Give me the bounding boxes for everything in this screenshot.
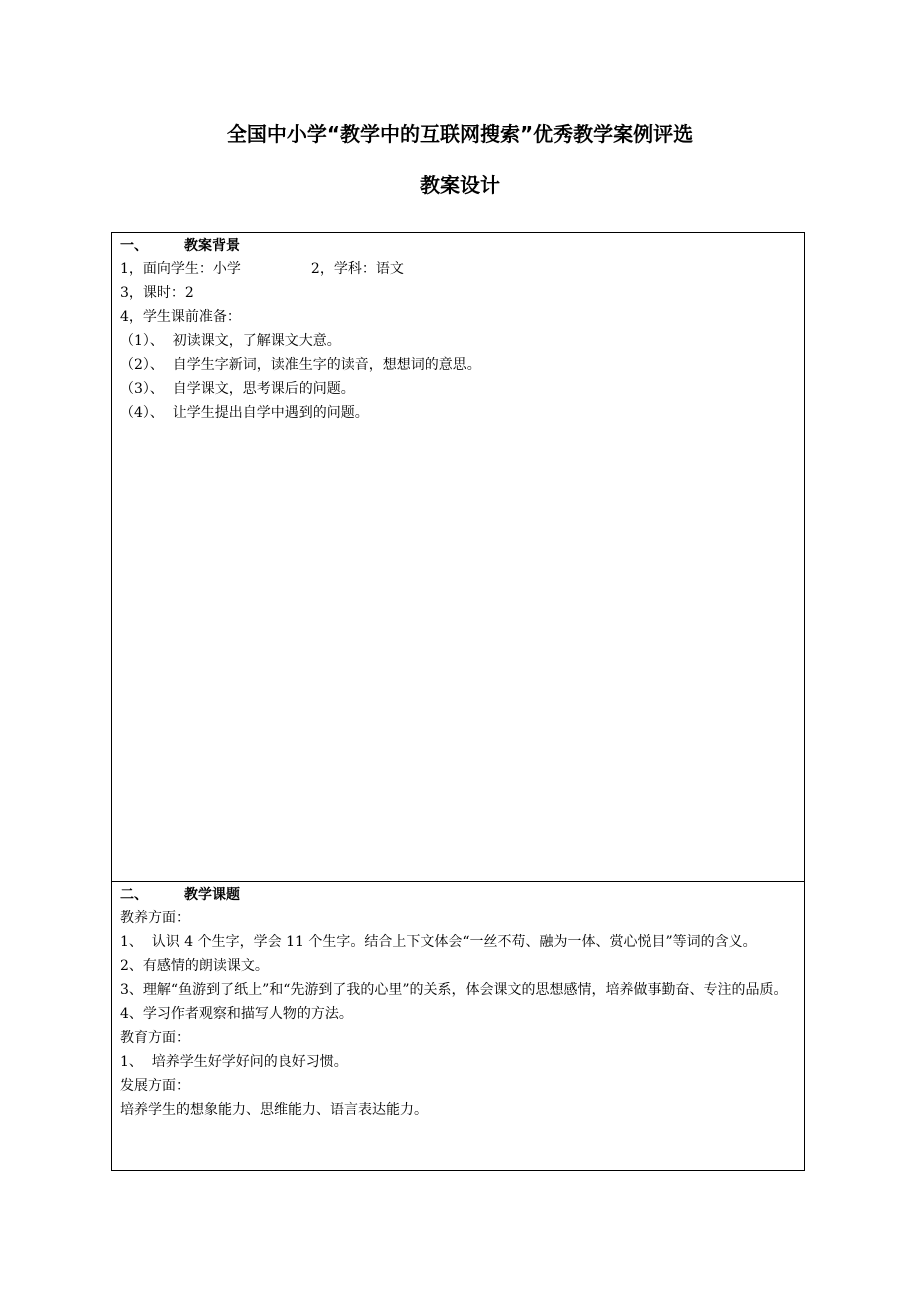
hours-line: 3，课时：2 (120, 285, 194, 301)
topic-line: 2、有感情的朗读课文。 (120, 958, 269, 974)
document-subtitle: 教案设计 (420, 173, 500, 197)
prep-item: （2）、 自学生字新词，读准生字的读音，想想词的意思。 (120, 357, 481, 373)
prep-label: 4，学生课前准备： (120, 309, 241, 325)
prep-item: （1）、 初读课文，了解课文大意。 (120, 333, 341, 349)
section-lesson-background (111, 232, 805, 882)
topic-line: 教养方面： (120, 910, 190, 926)
prep-item: （3）、 自学课文，思考课后的问题。 (120, 381, 355, 397)
topic-line: 教育方面： (120, 1030, 190, 1046)
topic-line: 3、理解“鱼游到了纸上”和“先游到了我的心里”的关系，体会课文的思想感情，培养做事勤奋、专注的品质。 (120, 982, 788, 998)
topic-line: 培养学生的想象能力、思维能力、语言表达能力。 (120, 1102, 428, 1118)
section-2-title: 教学课题 (184, 887, 240, 903)
audience-text: 1，面向学生：小学 (120, 261, 241, 277)
section-1-title: 教案背景 (184, 238, 240, 254)
audience-subject-line (120, 257, 796, 281)
section-1-number: 一、 (120, 238, 148, 254)
section-teaching-topic (111, 881, 805, 1171)
document-title: 全国中小学“教学中的互联网搜索”优秀教学案例评选 (226, 122, 694, 146)
section-2-number: 二、 (120, 887, 148, 903)
subject-text: 2，学科：语文 (310, 261, 404, 277)
topic-line: 发展方面： (120, 1078, 190, 1094)
topic-line: 4、学习作者观察和描写人物的方法。 (120, 1006, 353, 1022)
section-1-heading (120, 235, 796, 257)
section-2-heading (120, 884, 796, 906)
topic-line: 1、 培养学生好学好问的良好习惯。 (120, 1054, 348, 1070)
prep-item: （4）、 让学生提出自学中遇到的问题。 (120, 405, 369, 421)
topic-line: 1、 认识 4 个生字，学会 11 个生字。结合上下文体会“一丝不苟、融为一体、赏心悦目”等词的含义。 (120, 934, 757, 950)
